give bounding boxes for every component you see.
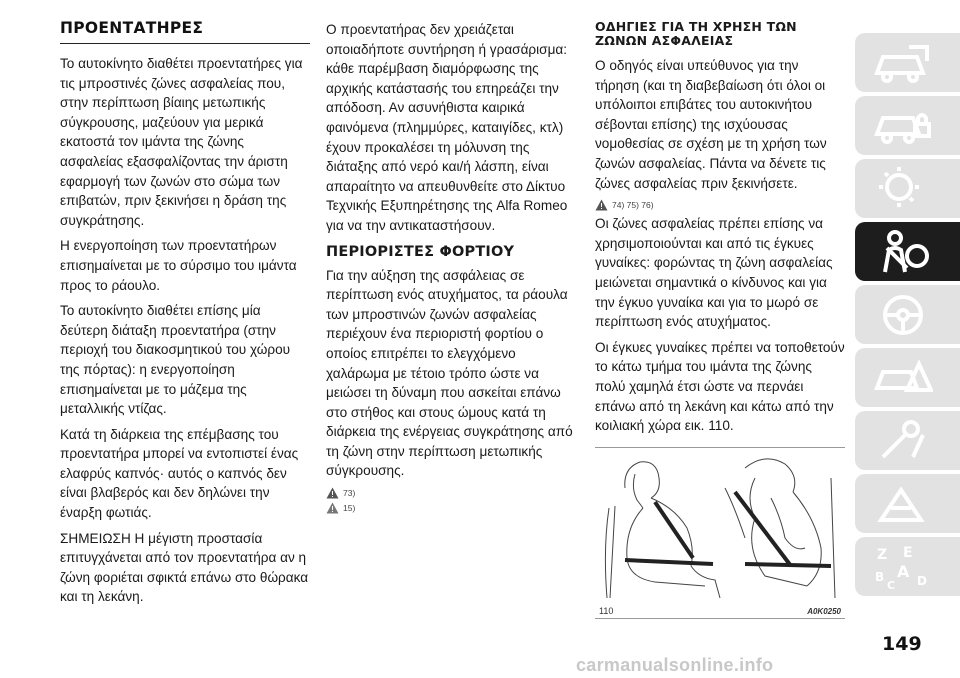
column-1 — [60, 20, 310, 613]
chapter-tabs — [855, 33, 960, 600]
tab-warning-lights[interactable] — [855, 159, 960, 218]
car-dashboard-icon — [873, 39, 933, 87]
title-line-2: ΖΩΝΩΝ ΑΣΦΑΛΕΙΑΣ — [595, 33, 734, 48]
pregnant-seatbelt-illustration — [595, 448, 845, 606]
figure-110 — [595, 447, 845, 619]
steering-wheel-icon — [873, 291, 933, 339]
tab-dashboard[interactable] — [855, 33, 960, 92]
section-title-load-limiters: ΠΕΡΙΟΡΙΣΤΕΣ ΦΟΡΤΙΟΥ — [326, 243, 515, 260]
warning-triangle-icon — [595, 199, 608, 211]
note-paragraph: ΣΗΜΕΙΩΣΗ Η μέγιστη προστασία επιτυγχάνεται από τον προεντατήρα αν η ζώνη φοριέται σφικτά επάνω στο θώρακα και τη λεκάνη. — [60, 530, 309, 605]
caution-reference — [326, 502, 576, 514]
paragraph: Για την αύξηση της ασφάλειας σε περίπτωση ενός ατυχήματος, τα ράουλα των μπροστινών ζωνών ασφαλείας περιέχουν ένα περιοριστή φορτίου ο οποίος επιτρέπει το ελεγχόμενο χαλάρωμα με τέτοιο τρόπο ώστε να μειώσει τη δύναμη που ασκείται επάνω στο στήθος και στους ώμους κατά τη διάρκεια της ενέργειας συγκράτησης από τη ζώνη στην περίπτωση μετωπικής σύγκρουσης. — [326, 267, 573, 479]
svg-text:B: B — [875, 570, 885, 584]
car-warning-icon — [873, 354, 933, 402]
tab-technical-data[interactable] — [855, 474, 960, 533]
car-lock-icon — [873, 102, 933, 150]
svg-text:E: E — [903, 545, 913, 561]
specs-icon — [873, 480, 933, 528]
figure-number: 110 — [599, 606, 614, 616]
tab-starting-driving[interactable] — [855, 285, 960, 344]
warning-ref-text: 73) — [343, 488, 356, 499]
tab-safety[interactable] — [855, 222, 960, 281]
paragraph: Οι ζώνες ασφαλείας πρέπει επίσης να χρησιμοποιούνται και από τις έγκυες γυναίκες: φορώντας τη ζώνη ασφαλείας μειώνεται σημαντικά ο κίνδυνος και για την έγκυο γυναίκα και για το μωρό σε περίπτωση ενός ατυχήματος. — [595, 216, 833, 330]
page-number: 149 — [882, 633, 922, 655]
svg-text:C: C — [887, 579, 896, 591]
tools-icon — [873, 417, 933, 465]
svg-text:D: D — [917, 574, 927, 588]
paragraph: Το αυτοκίνητο διαθέτει προεντατήρες για τις μπροστινές ζώνες ασφαλείας που, στην περίπτωση βίαιης μετωπικής σύγκρουσης, μαζεύουν για μερικά εκατοστά τον ιμάντα της ζώνης ασφαλείας εξασφαλίζοντας την άριστη εφαρμογή των ζωνών στο σώμα των επιβατών, πριν ξεκινήσει η δράση της συγκράτησης. — [60, 56, 303, 228]
figure-code: A0K0250 — [807, 607, 841, 616]
section-title-seatbelt-instructions — [595, 20, 845, 48]
warning-reference — [326, 487, 576, 499]
watermark: carmanualsonline.info — [576, 655, 774, 675]
svg-text:A: A — [897, 562, 910, 581]
index-letters-icon — [873, 543, 933, 591]
column-3 — [595, 20, 845, 442]
tab-security[interactable] — [855, 96, 960, 155]
tab-emergency[interactable] — [855, 348, 960, 407]
title-line-1: ΟΔΗΓΙΕΣ ΓΙΑ ΤΗ ΧΡΗΣΗ ΤΩΝ — [595, 19, 797, 34]
paragraph: Ο προεντατήρας δεν χρειάζεται οποιαδήποτε συντήρηση ή γρασάρισμα: κάθε παρέμβαση διαμόρφωσης της αρχικής κατάστασής του επηρεάζει την απόδοση. Αν ασυνήθιστα καιρικά φαινόμενα (πλημμύρες, καταιγίδες, κτλ) έχουν προκαλέσει τη μόλυνση της διάταξης από νερό και/ή λάσπη, είναι απαραίτητο να απευθυνθείτε στο Δίκτυο Τεχνικής Εξυπηρέτησης της Alfa Romeo για να την αντικαταστήσουν. — [326, 22, 568, 233]
warning-light-icon — [873, 165, 933, 213]
warning-triangle-icon — [326, 487, 339, 499]
caution-ref-text: 15) — [343, 503, 356, 514]
column-2 — [326, 20, 576, 517]
paragraph: Το αυτοκίνητο διαθέτει επίσης μία δεύτερη διάταξη προεντατήρα (στην περιοχή του διακοσμητικού του χώρου της πόρτας): η ενεργοποίηση επισημαίνεται με το μάζεμα της μεταλλικής ντίζας. — [60, 303, 291, 417]
paragraph: Οι έγκυες γυναίκες πρέπει να τοποθετούν το κάτω τμήμα του ιμάντα της ζώνης πολύ χαμηλά έτσι ώστε να περνάει επάνω από τη λεκάνη και κάτω από την κοιλιακή χώρα εικ. 110. — [595, 339, 845, 434]
warning-reference — [595, 199, 845, 211]
warning-ref-text: 74) 75) 76) — [612, 200, 654, 211]
tab-maintenance[interactable] — [855, 411, 960, 470]
paragraph: Ο οδηγός είναι υπεύθυνος για την τήρηση (και τη διαβεβαίωση ότι όλοι οι υπόλοιποι επιβάτες του αυτοκινήτου σέβονται επίσης) της ισχύουσας νομοθεσίας σε σχέση με τη χρήση των ζωνών ασφαλείας. Πάντα να δένετε τις ζώνες ασφαλείας πριν ξεκινήσετε. — [595, 58, 827, 191]
paragraph: Κατά τη διάρκεια της επέμβασης του προεντατήρα μπορεί να εντοπιστεί ένας ελαφρύς καπνός· αυτός ο καπνός δεν είναι βλαβερός και δεν δηλώνει την έναρξη φωτιάς. — [60, 426, 299, 521]
caution-triangle-icon — [326, 502, 339, 514]
seatbelt-airbag-icon — [873, 228, 933, 276]
section-title-pretensioners: ΠΡΟΕΝΤΑΤΗΡΕΣ — [60, 20, 310, 44]
svg-text:Z: Z — [877, 547, 888, 563]
tab-index[interactable] — [855, 537, 960, 596]
paragraph: Η ενεργοποίηση των προεντατήρων επισημαίνεται με το σύρσιμο του ιμάντα προς το ράουλο. — [60, 238, 297, 293]
